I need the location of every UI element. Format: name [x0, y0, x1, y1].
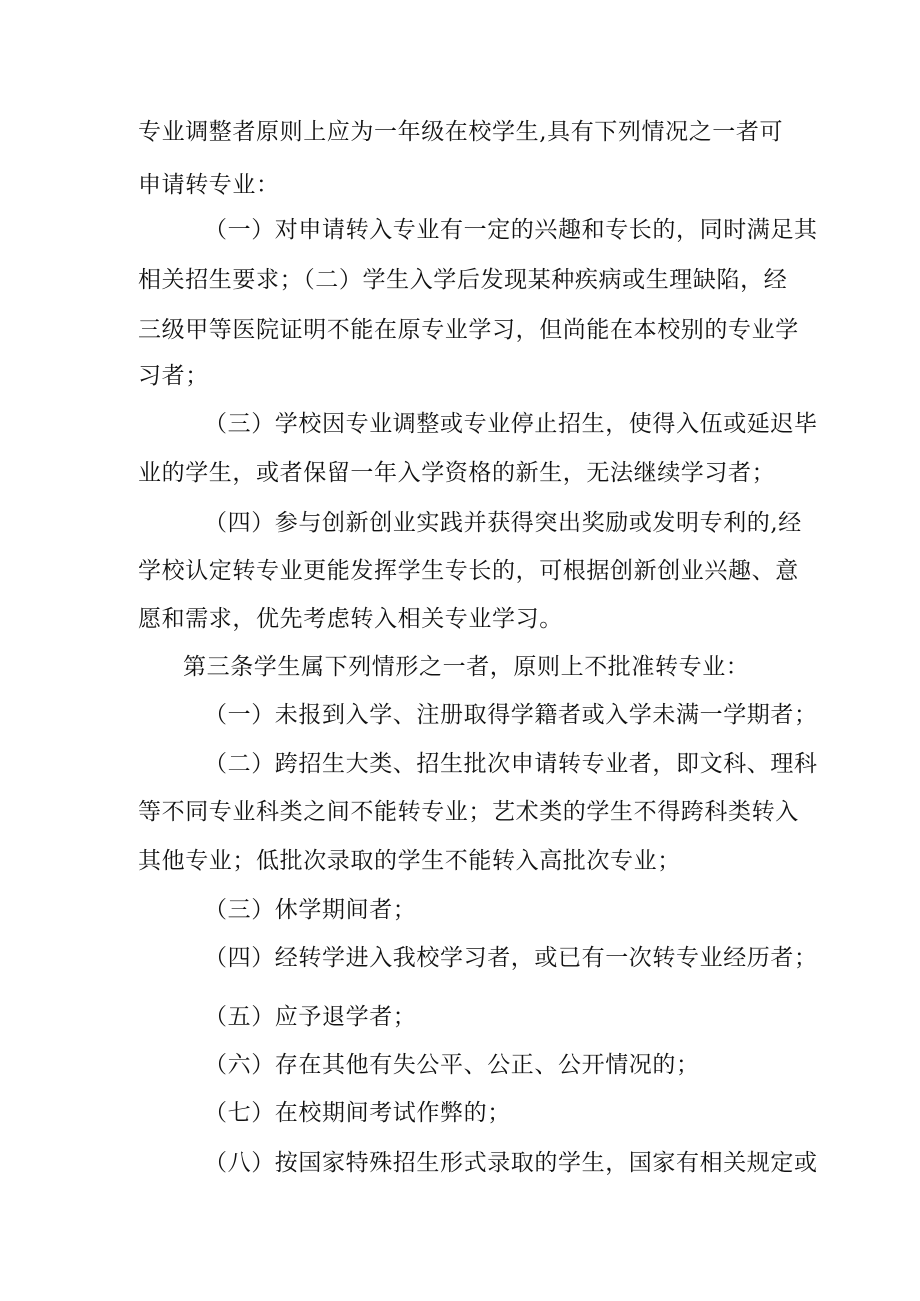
- text-line: （三）学校因专业调整或专业停止招生，使得入伍或延迟毕: [204, 411, 818, 437]
- text-line: （五）应予退学者；: [204, 1004, 417, 1030]
- text-line: 习者；: [138, 363, 209, 389]
- text-line: 愿和需求，优先考虑转入相关专业学习。: [138, 606, 563, 632]
- text-line: 业的学生，或者保留一年入学资格的新生，无法继续学习者；: [138, 460, 776, 486]
- text-line: 申请转专业：: [138, 172, 280, 198]
- text-line: 三级甲等医院证明不能在原专业学习，但尚能在本校别的专业学: [138, 317, 799, 343]
- text-line: （三）休学期间者；: [204, 897, 417, 923]
- text-line: （四）经转学进入我校学习者，或已有一次转专业经历者；: [204, 945, 818, 971]
- text-line: 相关招生要求；（二）学生入学后发现某种疾病或生理缺陷，经: [138, 267, 788, 293]
- text-line: 学校认定转专业更能发挥学生专长的，可根据创新创业兴趣、意: [138, 558, 799, 584]
- text-line: （四）参与创新创业实践并获得突出奖励或发明专利的,经: [204, 510, 802, 536]
- text-line: （一）未报到入学、注册取得学籍者或入学未满一学期者；: [204, 702, 818, 728]
- text-line: （八）按国家特殊招生形式录取的学生，国家有相关规定或: [204, 1150, 818, 1176]
- text-line: （二）跨招生大类、招生批次申请转专业者，即文科、理科: [204, 751, 818, 777]
- text-line: （六）存在其他有失公平、公正、公开情况的；: [204, 1052, 700, 1078]
- text-line: （七）在校期间考试作弊的；: [204, 1100, 511, 1126]
- text-line: 其他专业；低批次录取的学生不能转入高批次专业；: [138, 848, 681, 874]
- text-line: 专业调整者原则上应为一年级在校学生,具有下列情况之一者可: [138, 119, 784, 145]
- text-line: （一）对申请转入专业有一定的兴趣和专长的，同时满足其: [204, 217, 818, 243]
- text-line: 等不同专业科类之间不能转专业；艺术类的学生不得跨科类转入: [138, 799, 799, 825]
- text-line: 第三条学生属下列情形之一者，原则上不批准转专业：: [183, 654, 750, 680]
